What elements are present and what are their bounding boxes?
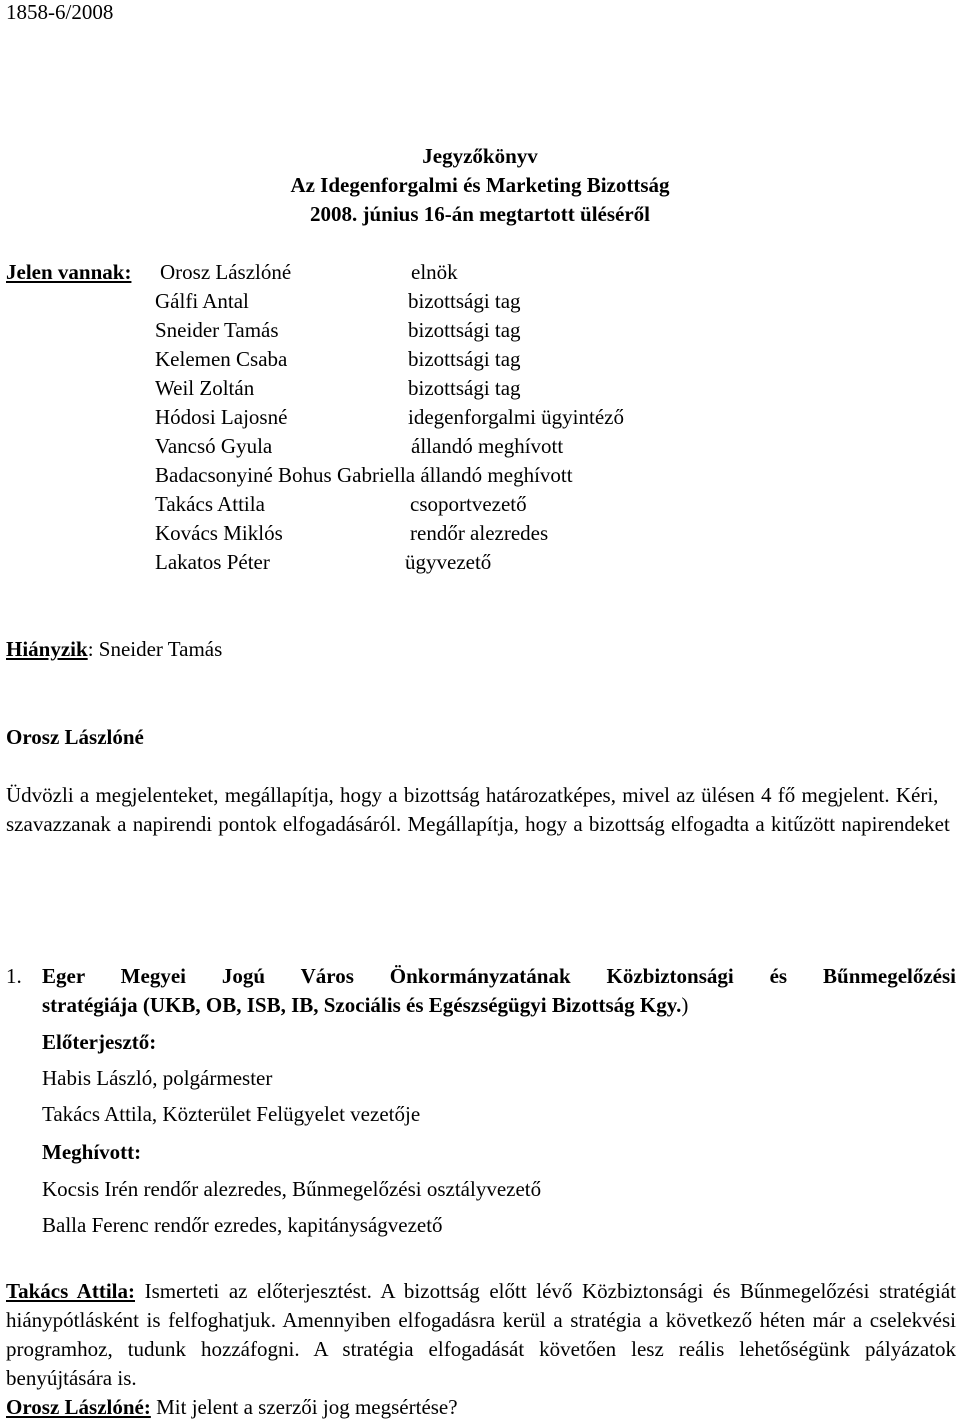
member-role: bizottsági tag [408,318,521,342]
attendance-row [0,258,960,287]
presenter-1: Habis László, polgármester [42,1066,273,1090]
member-name: Kovács Miklós [155,521,283,545]
attendance-row [0,403,960,432]
absent-label: Hiányzik [6,637,88,661]
title-line-2: Az Idegenforgalmi és Marketing Bizottság [290,173,670,197]
member-name: Orosz Lászlóné [160,260,292,284]
member-name: Vancsó Gyula [155,434,273,458]
member-name: Hódosi Lajosné [155,405,288,429]
member-name: Gálfi Antal [155,289,249,313]
attendance-row [0,374,960,403]
member-name: Weil Zoltán [155,376,255,400]
speaker-text: Mit jelent a szerzői jog megsértése? [150,1395,458,1419]
chair-speaker: Orosz Lászlóné [6,725,144,749]
item-title-text: stratégiája (UKB, OB, ISB, IB, Szociális és Egészségügyi Bizottság Kgy. [42,993,682,1017]
absent-names: : Sneider Tamás [87,637,223,661]
item-title-line-2 [42,991,688,1020]
item-number: 1. [6,964,22,988]
item-title-line-1: Eger Megyei Jogú Város Önkormányzatának Közbiztonsági és Bűnmegelőzési [42,964,956,988]
attendance-row [0,432,960,461]
member-name: Kelemen Csaba [155,347,288,371]
title-line-1: Jegyzőkönyv [422,144,538,168]
member-name: Sneider Tamás [155,318,279,342]
member-role: bizottsági tag [408,289,521,313]
item-title-close: ) [681,993,689,1017]
invited-1: Kocsis Irén rendőr alezredes, Bűnmegelőzési osztályvezető [42,1177,542,1201]
discussion-paragraph-1 [6,1277,956,1393]
member-role: állandó meghívott [411,434,564,458]
member-name: Lakatos Péter [155,550,270,574]
member-role: csoportvezető [410,492,527,516]
member-role: ügyvezető [405,550,492,574]
attendance-row [0,490,960,519]
member-role: rendőr alezredes [410,521,549,545]
speaker-name: Orosz Lászlóné: [6,1395,151,1419]
speaker-text: Ismerteti az előterjesztést. A bizottság előtt lévő Közbiztonsági és Bűnmegelőzési stratégiát hiánypótlásként is felfoghatjuk. Amennyiben elfogadásra kerül a stratégia a következő héten már a cselekvési programhoz, tudunk hozzáfogni. A stratégia elfogadását követően lesz reális lehetőségünk pályázatok benyújtására is. [6,1279,956,1390]
presenter-2: Takács Attila, Közterület Felügyelet vezetője [42,1102,421,1126]
attendance-row [0,519,960,548]
member-name: Takács Attila [155,492,265,516]
invited-label: Meghívott: [42,1140,142,1164]
member-name: Badacsonyiné Bohus Gabriella állandó meghívott [155,463,573,487]
member-role: elnök [411,260,458,284]
member-role: bizottsági tag [408,347,521,371]
attendance-row [0,345,960,374]
absent-line [6,635,222,664]
attendance-row [0,316,960,345]
attendance-row [0,548,960,577]
attendance-row [0,287,960,316]
document-number: 1858-6/2008 [6,0,114,24]
speaker-name: Takács Attila: [6,1279,135,1303]
attendance-row [0,461,960,490]
member-role: idegenforgalmi ügyintéző [408,405,624,429]
invited-2: Balla Ferenc rendőr ezredes, kapitányságvezető [42,1213,443,1237]
title-line-3: 2008. június 16-án megtartott üléséről [309,202,651,226]
attendance-label: Jelen vannak: [6,260,132,284]
opening-paragraph: Üdvözli a megjelenteket, megállapítja, hogy a bizottság határozatképes, mivel az ülésen 4 fő megjelent. Kéri, szavazzanak a napirendi pontok elfogadásáról. Megállapítja, hogy a bizottság elfogadta a kitűzött napirendeket [6,783,950,836]
presenter-label: Előterjesztő: [42,1030,157,1054]
discussion-paragraph-2 [6,1393,458,1422]
member-role: bizottsági tag [408,376,521,400]
